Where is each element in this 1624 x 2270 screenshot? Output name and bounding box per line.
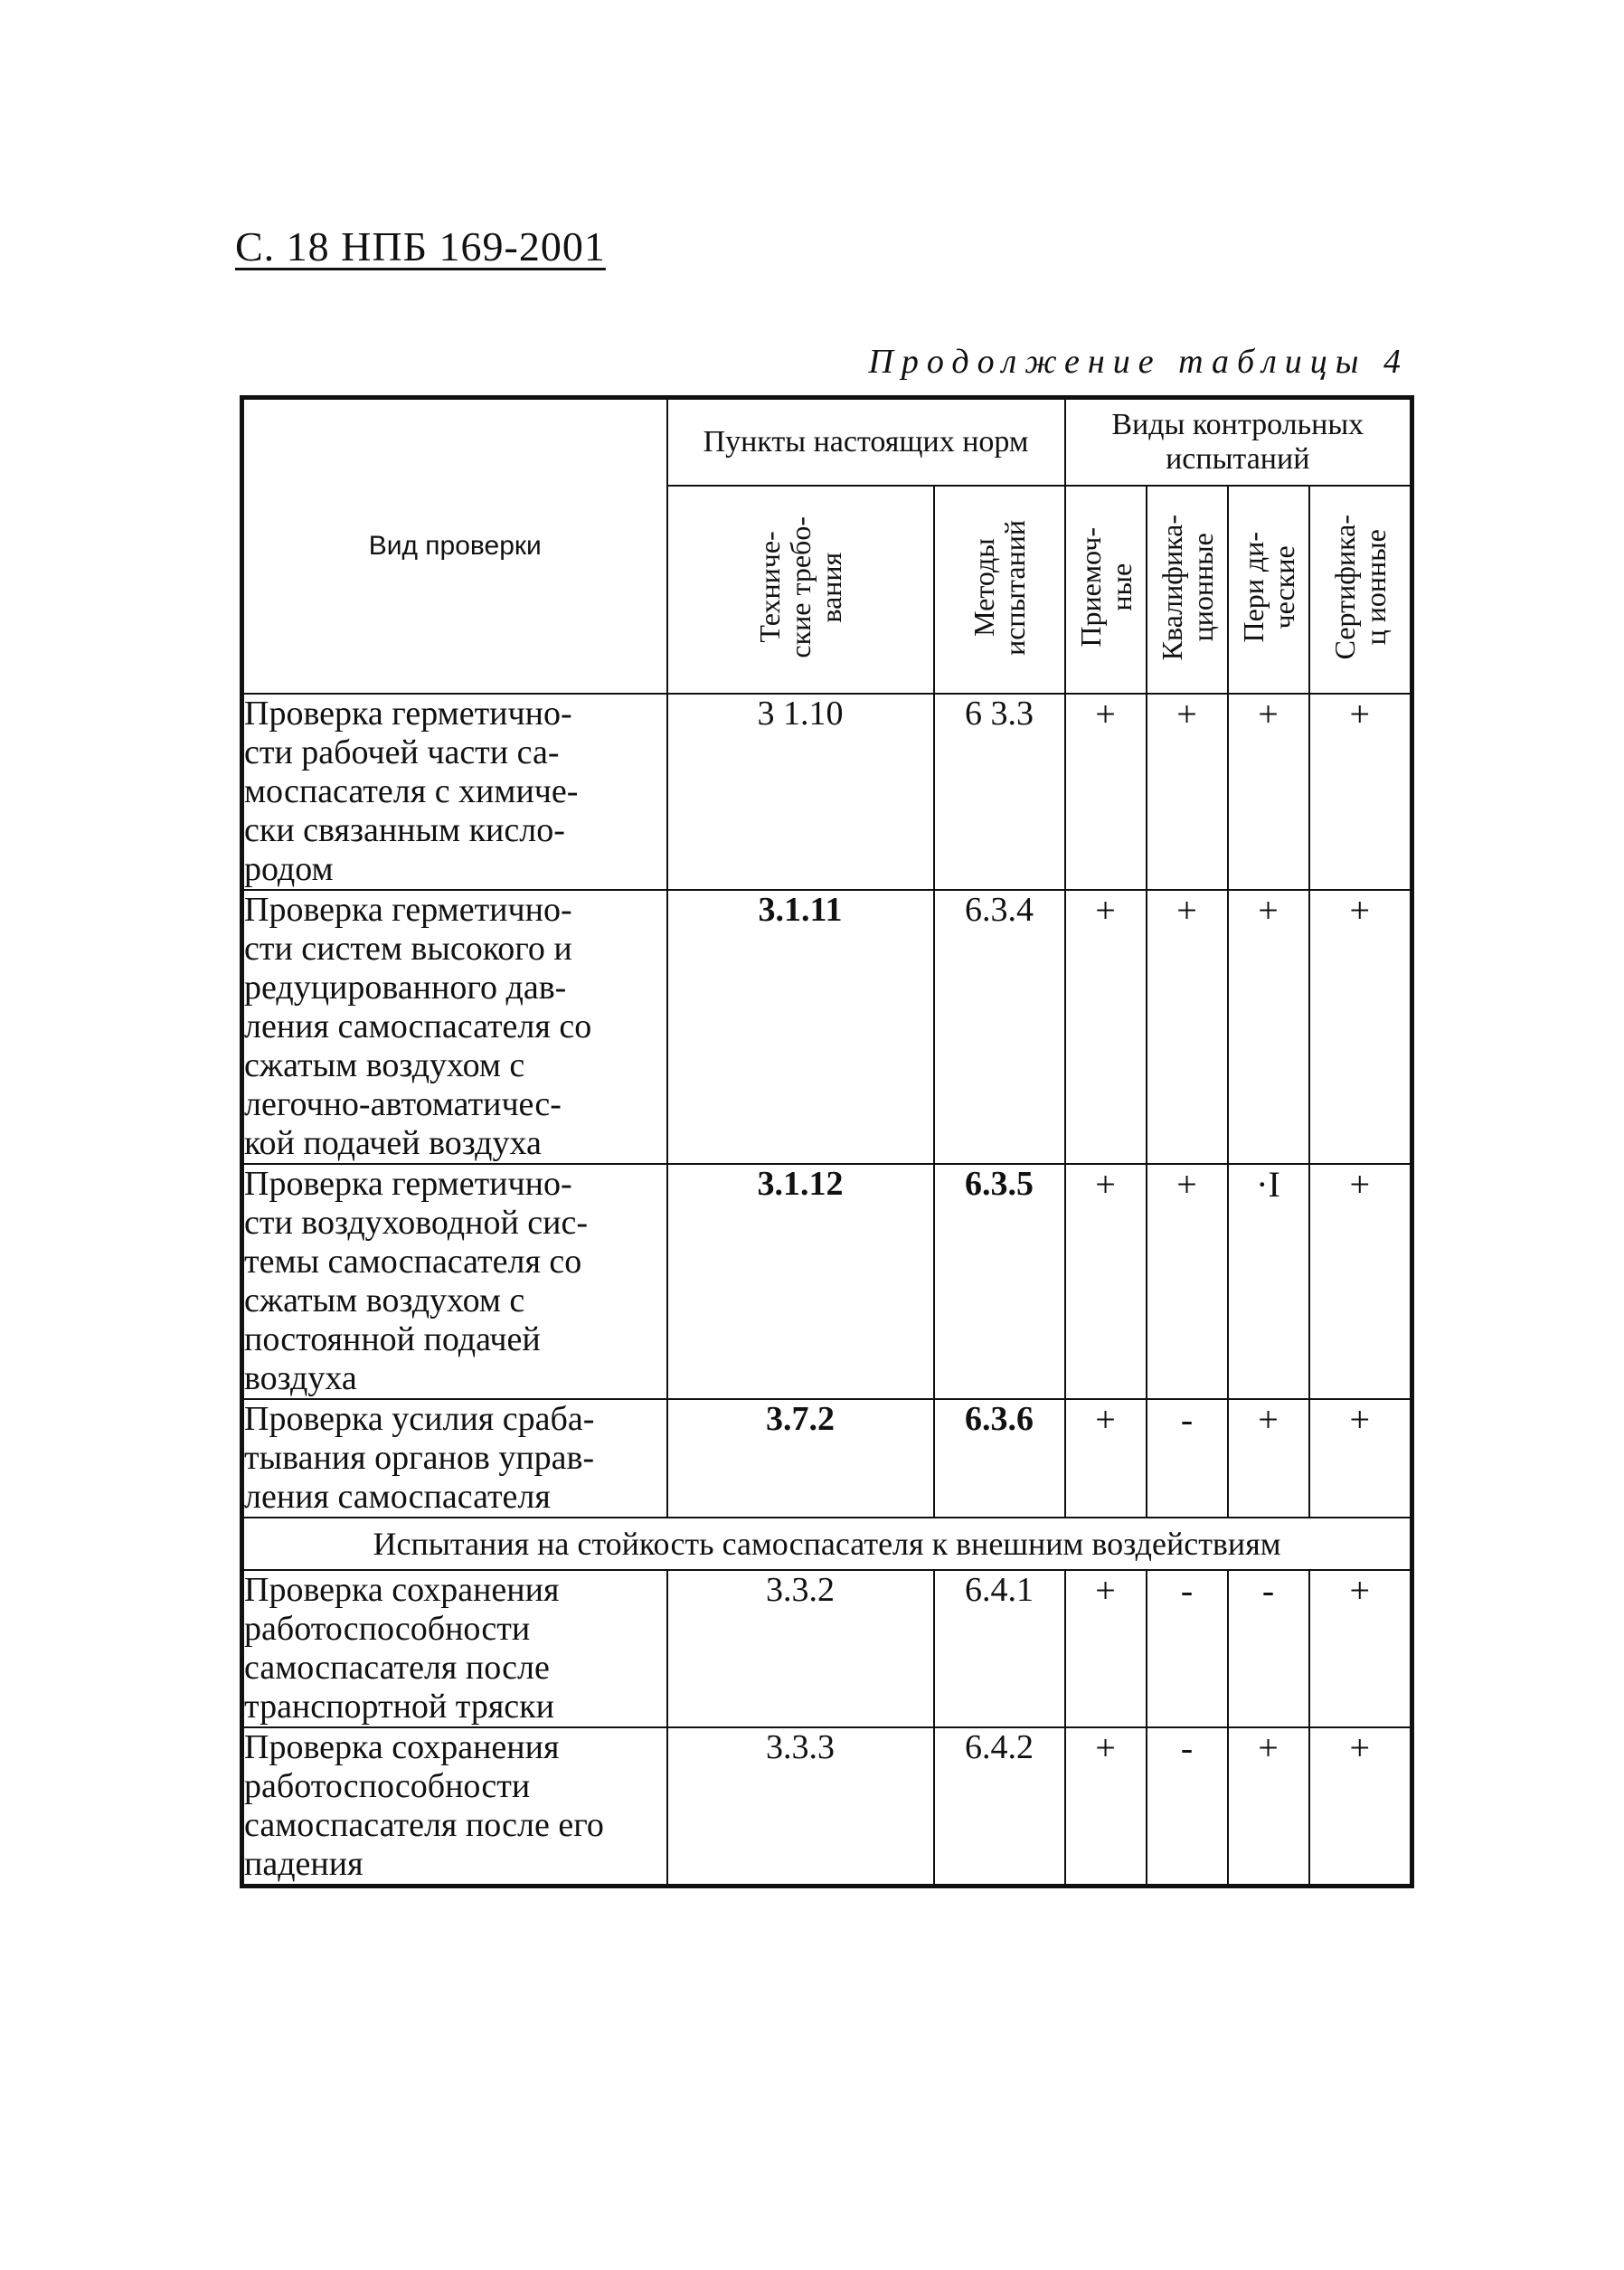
header-tech-req [667, 486, 934, 694]
acceptance-cell: + [1065, 1570, 1147, 1727]
tech-req-cell: 3.3.2 [667, 1570, 934, 1727]
certification-cell: + [1309, 1399, 1412, 1518]
certification-cell: + [1309, 694, 1412, 890]
table-row [242, 1570, 1412, 1727]
periodic-cell: + [1228, 890, 1309, 1164]
qualification-cell: - [1147, 1727, 1228, 1887]
header-acceptance [1065, 486, 1147, 694]
qualification-cell: + [1147, 890, 1228, 1164]
acceptance-cell: + [1065, 1164, 1147, 1399]
table-row [242, 1399, 1412, 1518]
acceptance-cell: + [1065, 694, 1147, 890]
tech-req-cell: 3.3.3 [667, 1727, 934, 1887]
header-qualification [1147, 486, 1228, 694]
check-name-cell: Проверка герметично- сти систем высокого и редуцированного дав- ления самоспасателя со сжатым воздухом с легочно-автоматичес- кой подачей воздуха [242, 890, 667, 1164]
table-caption: Продолжение таблицы 4 [868, 343, 1409, 381]
header-periodic [1228, 486, 1309, 694]
certification-cell: + [1309, 1164, 1412, 1399]
table-row [242, 1164, 1412, 1399]
tech-req-cell: 3.1.12 [667, 1164, 934, 1399]
qualification-cell: + [1147, 694, 1228, 890]
acceptance-cell: + [1065, 1727, 1147, 1887]
table-row [242, 1727, 1412, 1887]
header-certification-label: Сертифика- ц ионные [1327, 515, 1392, 660]
periodic-cell: + [1228, 694, 1309, 890]
method-cell: 6.4.1 [934, 1570, 1065, 1727]
periodic-cell: ·I [1228, 1164, 1309, 1399]
section-row [242, 1518, 1412, 1570]
header-methods [934, 486, 1065, 694]
periodic-cell: + [1228, 1399, 1309, 1518]
header-methods-label: Методы испытаний [968, 519, 1031, 656]
check-name-cell: Проверка герметично- сти воздуховодной сис- темы самоспасателя со сжатым воздухом с постоянной подачей воздуха [242, 1164, 667, 1399]
certification-cell: + [1309, 890, 1412, 1164]
check-name-cell: Проверка сохранения работоспособности самоспасателя после его падения [242, 1727, 667, 1887]
certification-cell: + [1309, 1727, 1412, 1887]
header-acceptance-label: Приемоч- ные [1073, 527, 1138, 648]
header-qualification-label: Квалифика- ционные [1155, 514, 1219, 661]
table-row [242, 890, 1412, 1164]
method-cell: 6 3.3 [934, 694, 1065, 890]
norms-table [240, 395, 1414, 1888]
check-name-cell: Проверка усилия сраба- тывания органов управ- ления самоспасателя [242, 1399, 667, 1518]
header-norm-items: Пункты настоящих норм [667, 398, 1065, 487]
certification-cell: + [1309, 1570, 1412, 1727]
header-row-top [242, 398, 1412, 487]
tech-req-cell: 3 1.10 [667, 694, 934, 890]
tech-req-cell: 3.7.2 [667, 1399, 934, 1518]
qualification-cell: - [1147, 1399, 1228, 1518]
method-cell: 6.3.5 [934, 1164, 1065, 1399]
header-periodic-label: Пери ди- ческие [1236, 532, 1300, 643]
qualification-cell: - [1147, 1570, 1228, 1727]
periodic-cell: - [1228, 1570, 1309, 1727]
check-name-cell: Проверка герметично- сти рабочей части са- моспасателя с химиче- ски связанным кисло- родом [242, 694, 667, 890]
header-tech-req-label: Техниче- ские требо- вания [753, 516, 847, 658]
acceptance-cell: + [1065, 1399, 1147, 1518]
check-name-cell: Проверка сохранения работоспособности самоспасателя после транспортной тряски [242, 1570, 667, 1727]
qualification-cell: + [1147, 1164, 1228, 1399]
acceptance-cell: + [1065, 890, 1147, 1164]
header-certification [1309, 486, 1412, 694]
periodic-cell: + [1228, 1727, 1309, 1887]
method-cell: 6.4.2 [934, 1727, 1065, 1887]
header-check-type: Вид проверки [242, 398, 667, 695]
section-title: Испытания на стойкость самоспасателя к внешним воздействиям [242, 1518, 1412, 1570]
method-cell: 6.3.6 [934, 1399, 1065, 1518]
table-row [242, 694, 1412, 890]
header-test-kinds: Виды контрольных испытаний [1065, 398, 1412, 487]
method-cell: 6.3.4 [934, 890, 1065, 1164]
page-header: С. 18 НПБ 169-2001 [235, 223, 606, 270]
tech-req-cell: 3.1.11 [667, 890, 934, 1164]
